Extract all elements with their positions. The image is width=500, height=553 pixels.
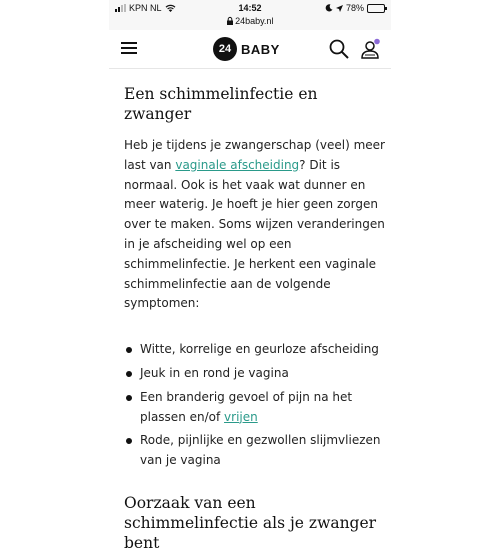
- url-bar[interactable]: [109, 16, 391, 26]
- clock: 14:52: [238, 3, 262, 13]
- phone-screen: [109, 0, 391, 552]
- lock-icon: [227, 17, 233, 25]
- notification-dot: [374, 39, 380, 45]
- intro-paragraph: [124, 136, 386, 314]
- battery-icon: [367, 4, 385, 13]
- link-vaginale-afscheiding[interactable]: vaginale afscheiding: [175, 157, 300, 172]
- profile-icon[interactable]: [359, 38, 381, 60]
- section-heading-cause: Oorzaak van een schimmelinfectie als je zwanger bent: [124, 493, 377, 552]
- intro-text-end: ? Dit is normaal. Ook is het vaak wat dunner en meer waterig. Je hoeft je hier geen zorgen over te maken. Soms wijzen veranderingen in je afscheiding wel op een schimmelinfectie. Je herkent een vaginale schimmelinfectie aan de volgende symptomen:: [124, 157, 385, 311]
- hamburger-menu-icon[interactable]: [121, 42, 137, 54]
- symptom-burning-text: Een branderig gevoel of pijn na het plassen en/of: [140, 389, 353, 424]
- symptom-list: [124, 340, 386, 471]
- symptom-item: Jeuk in en rond je vagina: [124, 364, 386, 384]
- article: [124, 84, 386, 553]
- status-right: [325, 3, 385, 13]
- url-text: 24baby.nl: [235, 16, 274, 26]
- article-heading: Een schimmelinfectie en zwanger: [124, 85, 318, 123]
- symptom-item: Witte, korrelige en geurloze afscheiding: [124, 340, 386, 360]
- symptom-item-burning: [124, 388, 386, 428]
- link-vrijen[interactable]: vrijen: [224, 409, 258, 424]
- location-icon: [336, 5, 343, 12]
- battery-percent: 78%: [345, 3, 364, 13]
- logo-text: BABY: [241, 41, 280, 57]
- logo-badge: 24: [213, 37, 237, 61]
- search-icon[interactable]: [328, 38, 350, 60]
- moon-icon: [325, 4, 333, 12]
- status-bar: [109, 0, 391, 30]
- symptom-item: Rode, pijnlijke en gezwollen slijmvliezen van je vagina: [124, 431, 386, 471]
- site-logo[interactable]: [213, 37, 280, 61]
- intro-text-start: Heb je tijdens je zwangerschap (veel) meer last van: [124, 138, 385, 172]
- carrier-label: KPN NL: [129, 3, 162, 13]
- site-header: [109, 30, 391, 69]
